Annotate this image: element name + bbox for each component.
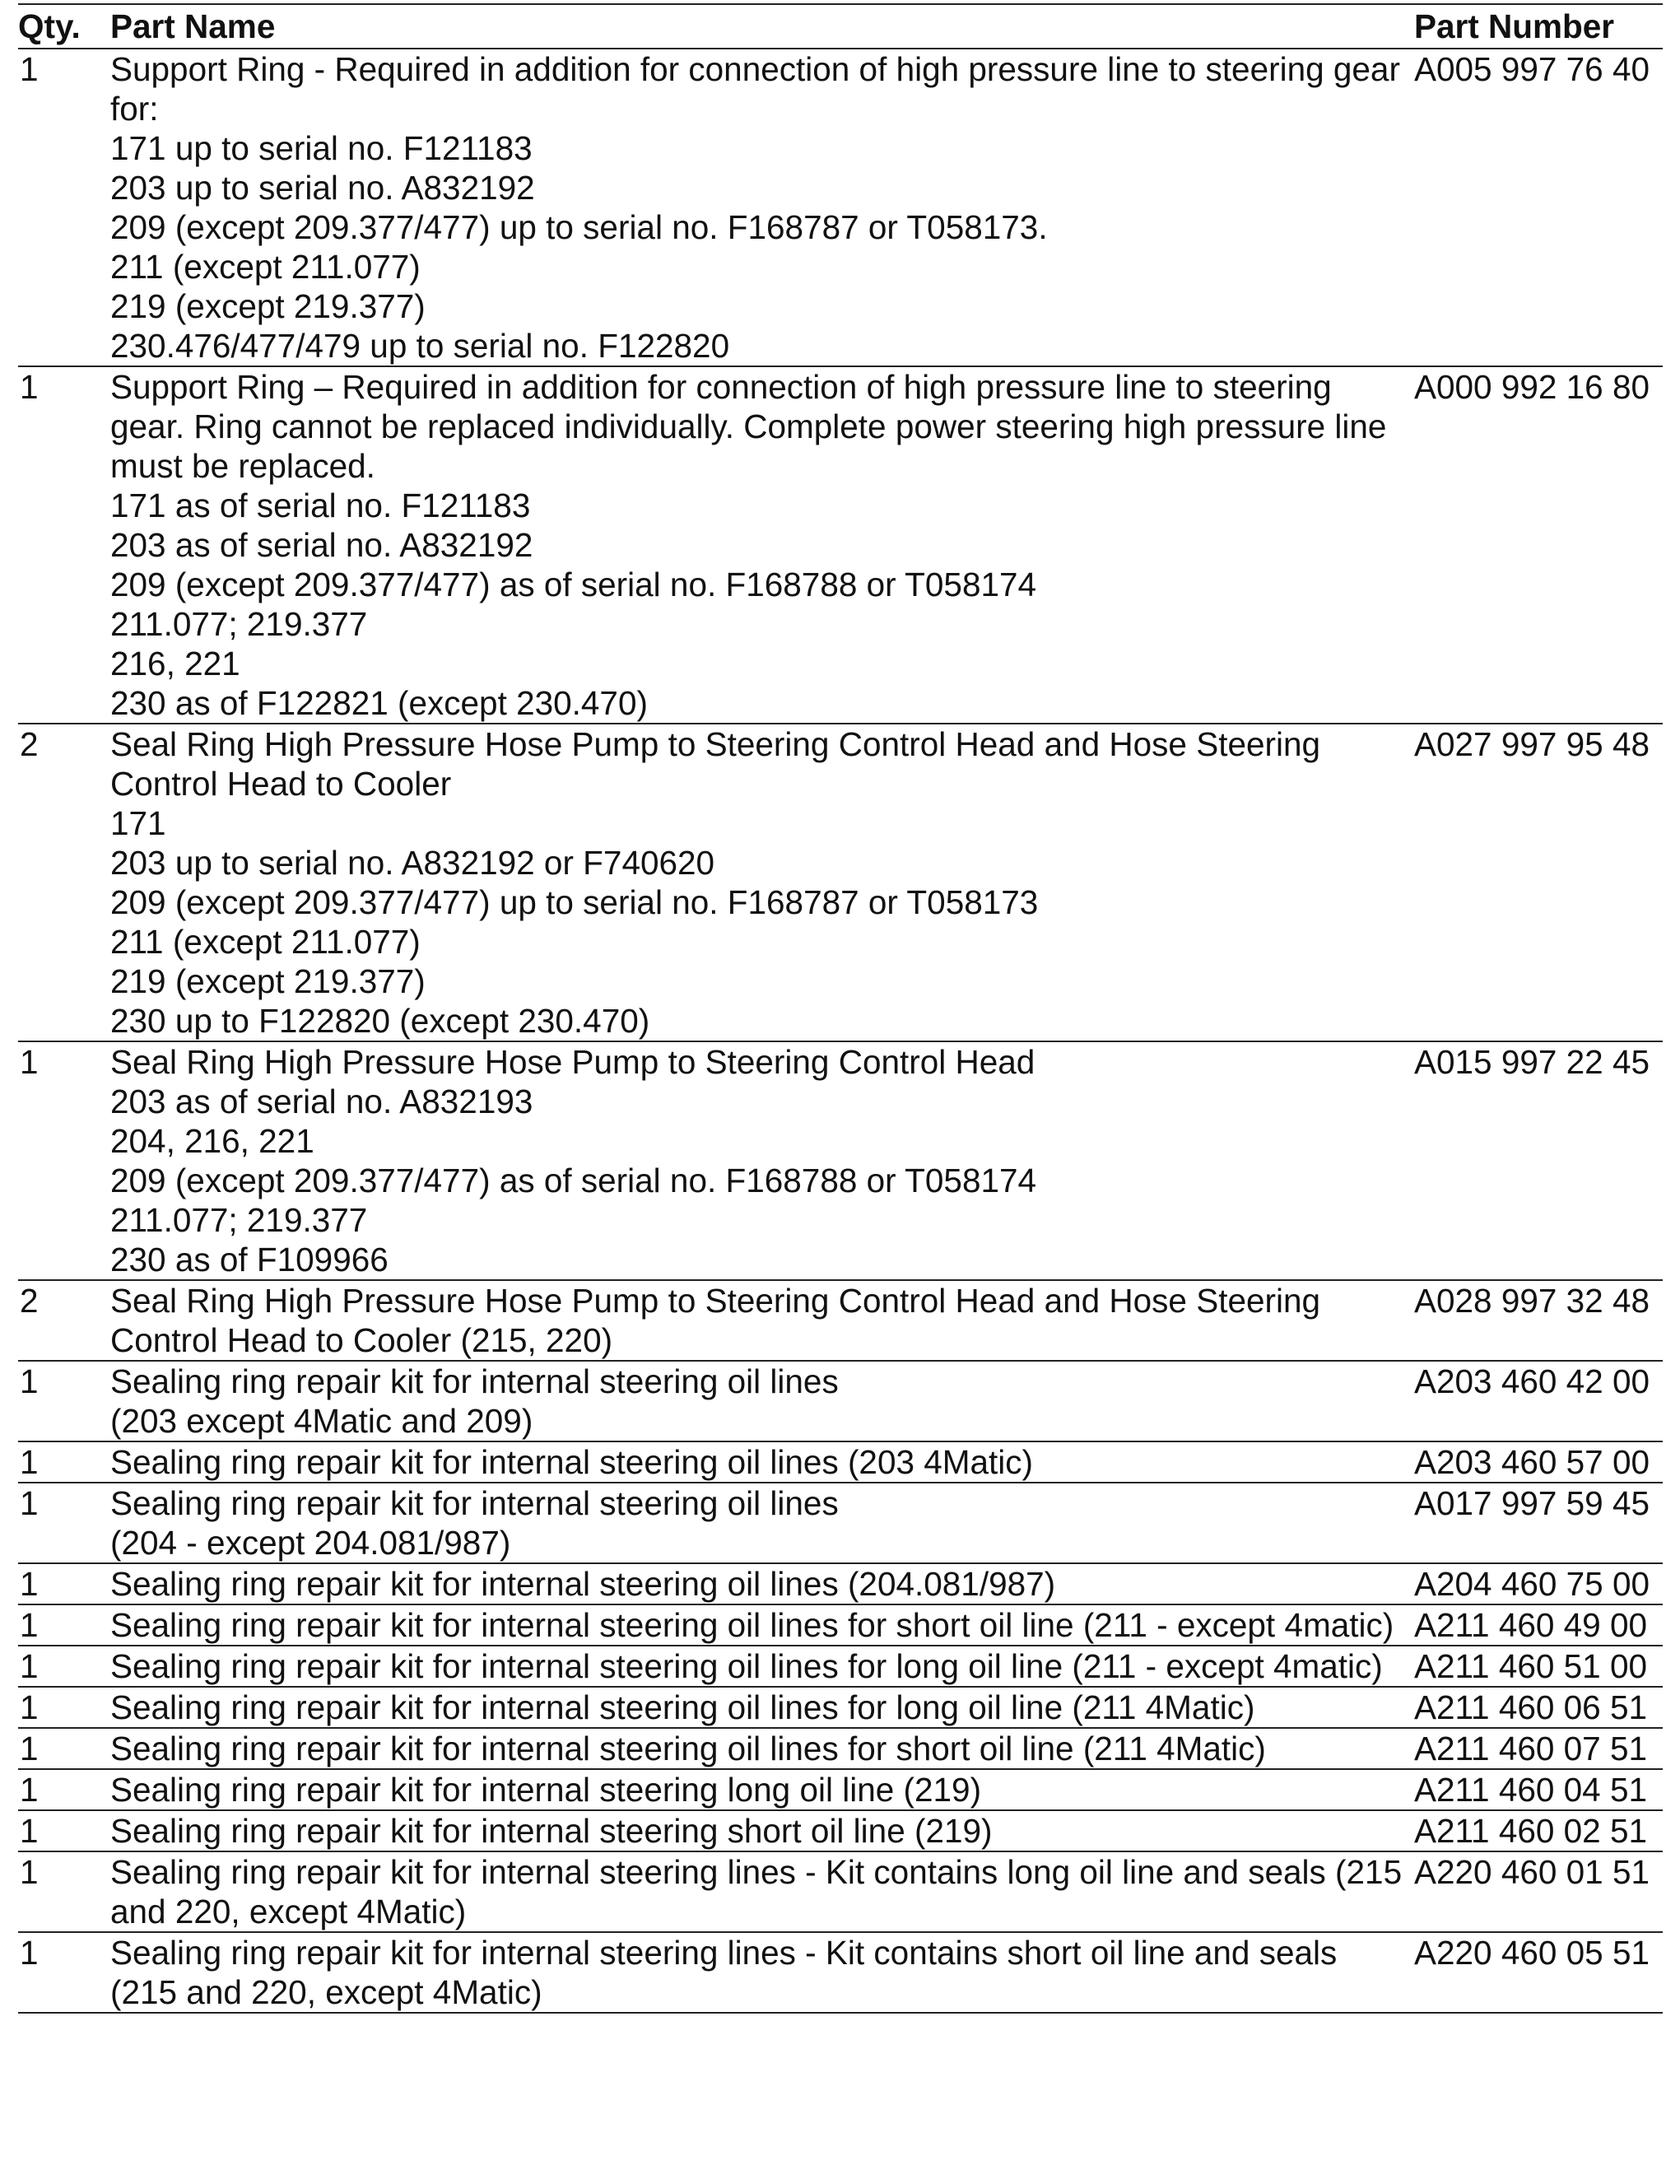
applicability-line: 204, 216, 221 [110,1122,314,1160]
part-number-cell: A211 460 49 00 [1411,1604,1663,1646]
part-description: Seal Ring High Pressure Hose Pump to Steering Control Head [110,1043,1035,1081]
part-name-cell [110,724,1411,1041]
table-body [18,49,1663,2013]
part-name-cell [110,1041,1411,1280]
applicability-line: 203 up to serial no. A832192 or F740620 [110,844,715,882]
part-number-cell: A211 460 07 51 [1411,1728,1663,1769]
part-number-cell: A017 997 59 45 [1411,1483,1663,1563]
part-name-cell [110,1728,1411,1769]
qty-cell: 1 [18,366,110,724]
applicability-line: 211.077; 219.377 [110,1201,368,1239]
part-description: Support Ring – Required in addition for connection of high pressure line to steering gear. Ring cannot be replaced individually. Complete power steering high pressure line must be replaced. [110,368,1387,485]
applicability-line: 171 [110,804,166,842]
table-row [18,1769,1663,1810]
part-number-cell: A000 992 16 80 [1411,366,1663,724]
table-row [18,1483,1663,1563]
table-row [18,366,1663,724]
part-description: Sealing ring repair kit for internal steering long oil line (219) [110,1771,982,1809]
applicability-line: 219 (except 219.377) [110,287,426,325]
table-row [18,1280,1663,1361]
qty-cell: 1 [18,49,110,366]
part-name-cell [110,1932,1411,2013]
part-description: Sealing ring repair kit for internal steering oil lines for short oil line (211 4Matic) [110,1730,1266,1767]
part-number-cell: A204 460 75 00 [1411,1563,1663,1604]
table-row [18,1851,1663,1932]
qty-cell: 1 [18,1810,110,1851]
part-number-cell: A027 997 95 48 [1411,724,1663,1041]
applicability-line: 211 (except 211.077) [110,248,421,286]
qty-cell: 2 [18,724,110,1041]
applicability-line: (204 - except 204.081/987) [110,1524,511,1562]
qty-cell: 1 [18,1604,110,1646]
table-row [18,1687,1663,1728]
part-description: Sealing ring repair kit for internal steering oil lines for long oil line (211 4Matic) [110,1688,1255,1726]
part-name-cell [110,1483,1411,1563]
part-name-cell [110,1441,1411,1483]
qty-cell: 1 [18,1932,110,2013]
applicability-line: 209 (except 209.377/477) up to serial no. F168787 or T058173. [110,208,1048,246]
part-description: Sealing ring repair kit for internal steering lines - Kit contains short oil line and seals (215 and 220, except 4Matic) [110,1934,1338,2011]
part-number-cell: A220 460 05 51 [1411,1932,1663,2013]
table-row [18,1810,1663,1851]
part-number-cell: A211 460 02 51 [1411,1810,1663,1851]
applicability-line: 209 (except 209.377/477) as of serial no. F168788 or T058174 [110,566,1037,603]
qty-cell: 1 [18,1361,110,1441]
part-description: Sealing ring repair kit for internal steering oil lines for long oil line (211 - except 4matic) [110,1647,1383,1685]
part-description: Sealing ring repair kit for internal steering lines - Kit contains long oil line and seals (215 and 220, except 4Matic) [110,1853,1403,1930]
part-description: Sealing ring repair kit for internal steering oil lines for short oil line (211 - except 4matic) [110,1606,1394,1644]
header-part-number: Part Number [1411,4,1663,49]
part-name-cell [110,1604,1411,1646]
part-name-cell [110,366,1411,724]
part-number-cell: A005 997 76 40 [1411,49,1663,366]
part-name-cell [110,1687,1411,1728]
applicability-line: 203 as of serial no. A832192 [110,526,533,564]
applicability-line: 203 up to serial no. A832192 [110,169,535,207]
qty-cell: 1 [18,1563,110,1604]
table-row [18,1604,1663,1646]
part-description: Sealing ring repair kit for internal steering oil lines (203 4Matic) [110,1443,1034,1481]
applicability-line: 219 (except 219.377) [110,962,426,1000]
part-description: Sealing ring repair kit for internal steering oil lines [110,1362,839,1400]
applicability-line: 230.476/477/479 up to serial no. F122820 [110,327,730,365]
part-name-cell [110,1851,1411,1932]
qty-cell: 1 [18,1728,110,1769]
table-header-row [18,4,1663,49]
part-number-cell: A211 460 06 51 [1411,1687,1663,1728]
part-number-cell: A211 460 04 51 [1411,1769,1663,1810]
applicability-line: 171 up to serial no. F121183 [110,129,533,167]
part-name-cell [110,1563,1411,1604]
table-row [18,49,1663,366]
applicability-line: 211.077; 219.377 [110,605,368,643]
table-row [18,1441,1663,1483]
applicability-line: 230 as of F109966 [110,1241,389,1278]
applicability-line: 211 (except 211.077) [110,923,421,961]
part-name-cell [110,1810,1411,1851]
part-number-cell: A028 997 32 48 [1411,1280,1663,1361]
part-number-cell: A220 460 01 51 [1411,1851,1663,1932]
part-description: Support Ring - Required in addition for connection of high pressure line to steering gear for: [110,50,1400,128]
applicability-line: (203 except 4Matic and 209) [110,1402,533,1440]
table-row [18,1361,1663,1441]
table-row [18,1646,1663,1687]
applicability-line: 209 (except 209.377/477) up to serial no. F168787 or T058173 [110,883,1039,921]
qty-cell: 1 [18,1646,110,1687]
table-row [18,724,1663,1041]
qty-cell: 1 [18,1851,110,1932]
part-description: Seal Ring High Pressure Hose Pump to Steering Control Head and Hose Steering Control Head to Cooler (215, 220) [110,1282,1321,1359]
applicability-line: 230 as of F122821 (except 230.470) [110,684,648,722]
table-row [18,1728,1663,1769]
table-row [18,1932,1663,2013]
part-number-cell: A211 460 51 00 [1411,1646,1663,1687]
part-description: Sealing ring repair kit for internal steering oil lines [110,1484,839,1522]
qty-cell: 2 [18,1280,110,1361]
applicability-line: 203 as of serial no. A832193 [110,1083,533,1120]
table-row [18,1563,1663,1604]
applicability-line: 209 (except 209.377/477) as of serial no. F168788 or T058174 [110,1162,1037,1199]
part-number-cell: A203 460 42 00 [1411,1361,1663,1441]
part-description: Sealing ring repair kit for internal steering oil lines (204.081/987) [110,1565,1056,1603]
qty-cell: 1 [18,1769,110,1810]
part-description: Seal Ring High Pressure Hose Pump to Steering Control Head and Hose Steering Control Head to Cooler [110,725,1321,803]
applicability-line: 216, 221 [110,645,240,682]
part-name-cell [110,1646,1411,1687]
header-part-name: Part Name [110,4,1411,49]
applicability-line: 171 as of serial no. F121183 [110,487,531,524]
qty-cell: 1 [18,1687,110,1728]
header-qty: Qty. [18,4,110,49]
qty-cell: 1 [18,1041,110,1280]
parts-table [18,3,1663,2014]
part-name-cell [110,1280,1411,1361]
qty-cell: 1 [18,1441,110,1483]
applicability-line: 230 up to F122820 (except 230.470) [110,1002,650,1040]
part-name-cell [110,1361,1411,1441]
part-description: Sealing ring repair kit for internal steering short oil line (219) [110,1812,993,1850]
part-number-cell: A015 997 22 45 [1411,1041,1663,1280]
part-number-cell: A203 460 57 00 [1411,1441,1663,1483]
part-name-cell [110,1769,1411,1810]
table-row [18,1041,1663,1280]
part-name-cell [110,49,1411,366]
qty-cell: 1 [18,1483,110,1563]
parts-list-page [18,3,1663,2014]
